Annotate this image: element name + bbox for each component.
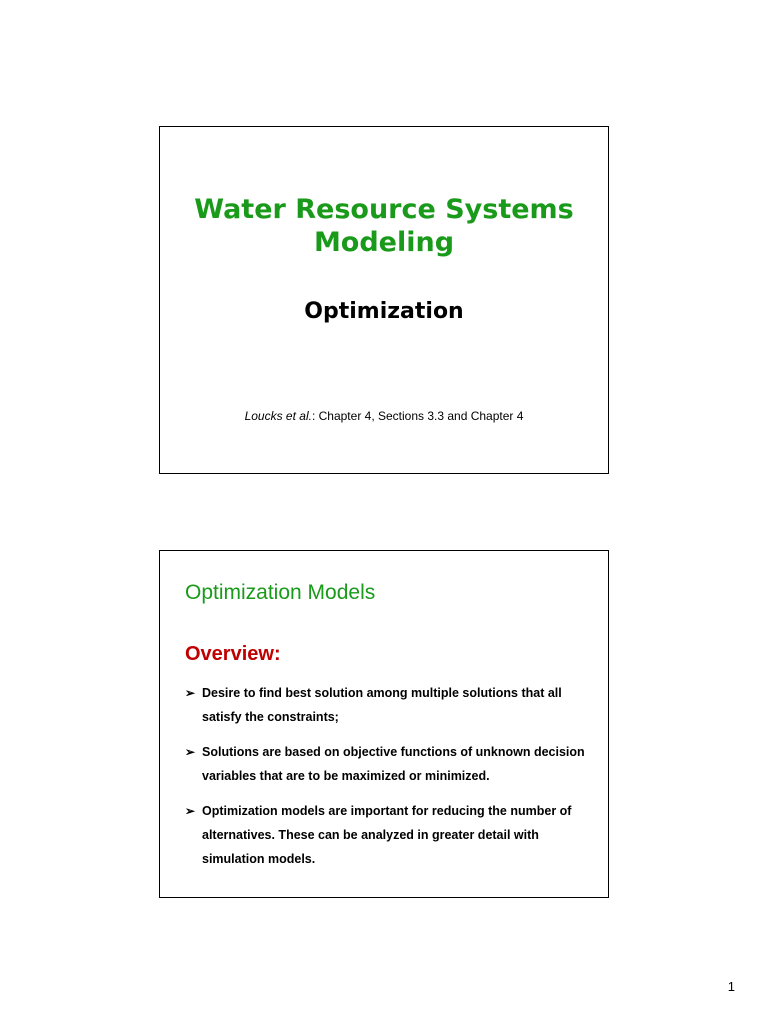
bullet-item xyxy=(185,681,590,729)
slide-1-title-line-1: Water Resource Systems xyxy=(194,194,574,225)
slide-2-heading: Optimization Models xyxy=(185,581,376,604)
arrow-bullet-icon: ➢ xyxy=(185,745,196,759)
bullet-text: Optimization models are important for reducing the number of alternatives. These can be analyzed in greater detail with simulation models. xyxy=(202,804,572,866)
bullet-text: Solutions are based on objective functions of unknown decision variables that are to be maximized or minimized. xyxy=(202,745,585,783)
bullet-item xyxy=(185,799,590,871)
bullet-item xyxy=(185,740,590,788)
page-number: 1 xyxy=(727,979,735,994)
slide-1-title xyxy=(160,193,608,259)
slide-2-subheading: Overview: xyxy=(185,643,281,665)
arrow-bullet-icon: ➢ xyxy=(185,686,196,700)
arrow-bullet-icon: ➢ xyxy=(185,804,196,818)
bullet-text: Desire to find best solution among multiple solutions that all satisfy the constraints; xyxy=(202,686,562,724)
slide-2 xyxy=(159,550,609,898)
slide-1-reference xyxy=(160,409,608,423)
bullet-list xyxy=(185,681,590,882)
reference-authors: Loucks et al. xyxy=(244,409,312,423)
reference-details: : Chapter 4, Sections 3.3 and Chapter 4 xyxy=(311,409,524,423)
slide-1-subtitle: Optimization xyxy=(304,299,464,324)
slide-1-title-line-2: Modeling xyxy=(313,227,455,258)
slide-1 xyxy=(159,126,609,474)
